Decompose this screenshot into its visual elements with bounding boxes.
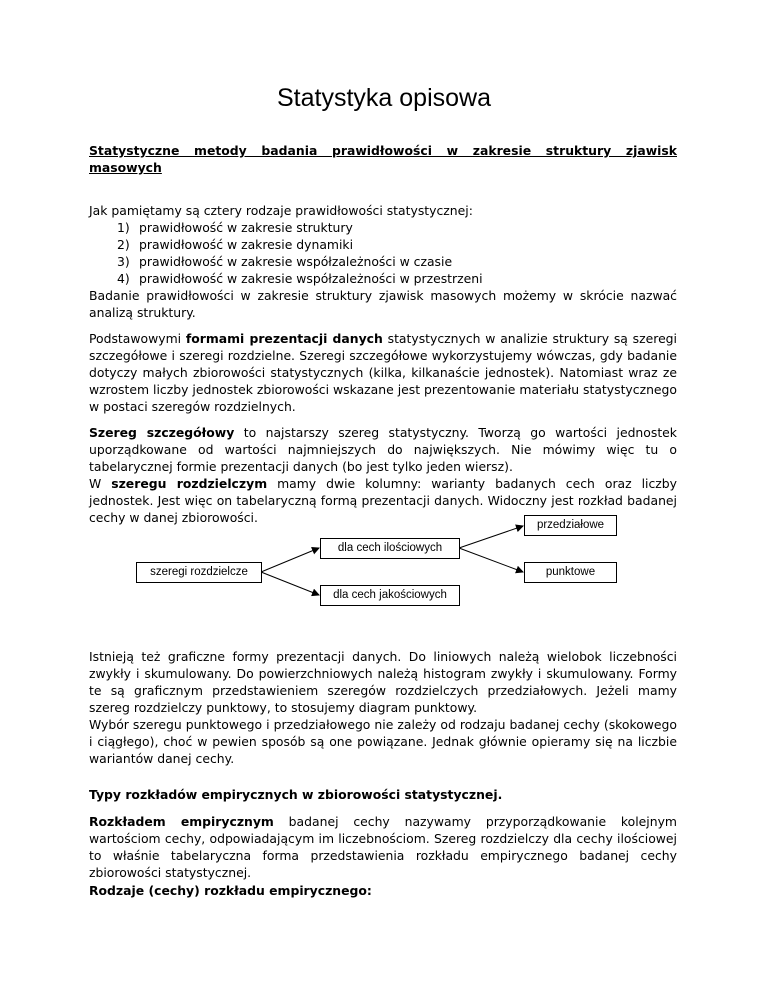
list-item: 1) prawidłowość w zakresie struktury: [117, 220, 353, 235]
paragraph-analysis: Badanie prawidłowości w zakresie struktury zjawisk masowych możemy w skrócie nazwać analizą struktury.: [89, 288, 677, 320]
regularity-list: [117, 219, 483, 287]
section2-heading: Typy rozkładów empirycznych w zbiorowości statystycznej.: [89, 787, 503, 802]
paragraph-detailed-series: Szereg szczegółowy to najstarszy szereg statystyczny. Tworzą go wartości jednostek uporządkowane od wartości najmniejszych do największych. Nie mówimy więc tu o tabelarycznej formie prezentacji danych (bo jest tylko jeden wiersz).: [89, 425, 677, 474]
paragraph-distribution-series: W szeregu rozdzielczym mamy dwie kolumny: warianty badanych cech oraz liczby jednostek. Jest więc on tabelaryczną formą prezentacji danych. Widoczny jest rozkład badanej cechy w danej zbiorowości.: [89, 476, 677, 525]
paragraph-choice: Wybór szeregu punktowego i przedziałowego nie zależy od rodzaju badanej cechy (skokowego i ciągłego), choć w pewien sposób są one powiązane. Jednak głównie opieramy się na liczbie wariantów danej cechy.: [89, 717, 677, 766]
list-item: 4) prawidłowość w zakresie współzależności w przestrzeni: [117, 271, 483, 286]
diagram-box-root: szeregi rozdzielcze: [136, 562, 262, 583]
section-heading-line1: Statystyczne metody badania prawidłowości w zakresie struktury zjawisk: [89, 143, 677, 158]
paragraph-forms: Podstawowymi formami prezentacji danych statystycznych w analizie struktury są szeregi szczegółowe i szeregi rozdzielne. Szeregi szczegółowe wykorzystujemy wówczas, gdy badanie dotyczy małych zbiorowości statystycznych (kilka, kilkanaście jednostek). Natomiast wraz ze wzrostem liczby jednostek zbiorowości wskazane jest prezentowanie materiału statystycznego w postaci szeregów rozdzielnych.: [89, 331, 677, 414]
list-item: 3) prawidłowość w zakresie współzależności w czasie: [117, 254, 453, 269]
page-title: Statystyka opisowa: [277, 84, 491, 112]
intro-text: Jak pamiętamy są cztery rodzaje prawidłowości statystycznej:: [89, 203, 473, 218]
diagram-box-qualitative: dla cech jakościowych: [320, 585, 460, 606]
section3-heading: Rodzaje (cechy) rozkładu empirycznego:: [89, 883, 372, 898]
diagram-box-interval: przedziałowe: [524, 515, 617, 536]
paragraph-empirical-distribution: Rozkładem empirycznym badanej cechy nazywamy przyporządkowanie kolejnym wartościom cechy, odpowiadającym im liczebnościom. Szereg rozdzielczy dla cechy ilościowej to właśnie tabelaryczna forma przedstawienia rozkładu empirycznego badanej cechy zbiorowości statystycznej.: [89, 814, 677, 880]
list-item: 2) prawidłowość w zakresie dynamiki: [117, 237, 354, 252]
paragraph-graphic-forms: Istnieją też graficzne formy prezentacji danych. Do liniowych należą wielobok liczebności zwykły i skumulowany. Do powierzchniowych należą histogram zwykły i skumulowany. Formy te są graficznym przedstawieniem szeregów rozdzielczych przedziałowych. Jeżeli mamy szereg rozdzielczy punktowy, to stosujemy diagram punktowy.: [89, 649, 677, 715]
diagram-box-quantitative: dla cech ilościowych: [320, 538, 460, 559]
section-heading-line2: masowych: [89, 160, 162, 175]
diagram-box-point: punktowe: [524, 562, 617, 583]
